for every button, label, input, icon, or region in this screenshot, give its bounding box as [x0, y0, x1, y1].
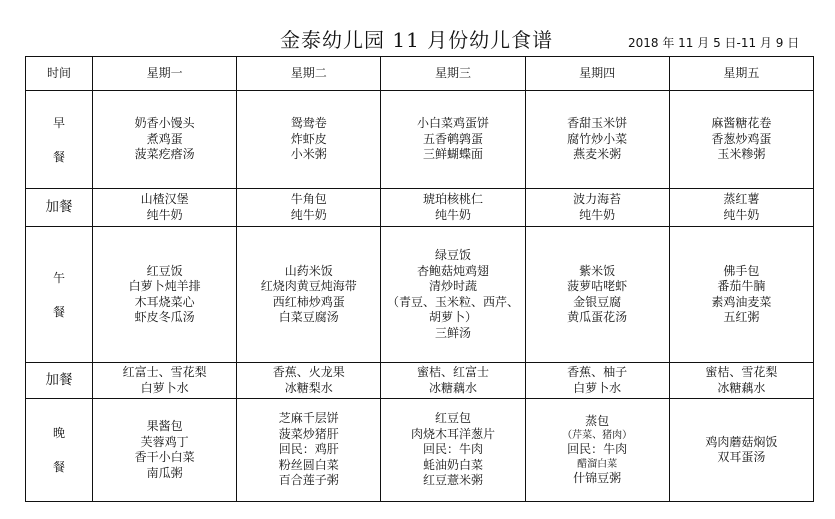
- day-header-tuesday: 星期二: [237, 57, 381, 91]
- breakfast-label: [26, 91, 93, 189]
- lunch-label: [26, 227, 93, 363]
- dish-line: 回民：鸡肝: [278, 442, 339, 457]
- dish-line: 回民：牛肉: [422, 442, 483, 457]
- dish-line: 白菜豆腐汤: [278, 310, 339, 324]
- weekly-menu-table: [25, 56, 814, 502]
- dinner-row: [26, 399, 814, 502]
- dish-line: 醋溜白菜: [577, 458, 618, 470]
- dish-line: 木耳烧菜心: [134, 294, 195, 309]
- day-header-thursday: 星期四: [525, 57, 669, 91]
- breakfast-cell-thursday: [525, 91, 669, 189]
- lunch-label-char-2: 餐: [52, 304, 65, 319]
- dish-line: 黄瓜蛋花汤: [567, 310, 628, 324]
- dish-line: 红豆薏米粥: [422, 473, 483, 488]
- dish-line: 五红粥: [723, 310, 760, 324]
- dish-line: 纯牛奶: [146, 207, 183, 222]
- dish-line: 素鸡油麦菜: [711, 294, 772, 309]
- dish-line: 南瓜粥: [146, 465, 183, 480]
- dish-line: 山药米饭: [284, 263, 333, 278]
- table-header-row: [26, 57, 814, 91]
- dish-line: 什锦豆粥: [573, 470, 622, 485]
- morning-snack-cell-friday: [669, 189, 813, 227]
- afternoon-snack-cell-monday: [93, 363, 237, 399]
- afternoon-snack-cell-thursday: [525, 363, 669, 399]
- breakfast-label-char-2: 餐: [52, 149, 65, 164]
- dish-line: 燕麦米粥: [573, 147, 622, 162]
- afternoon-snack-label: 加餐: [26, 363, 93, 399]
- breakfast-cell-wednesday: [381, 91, 525, 189]
- dish-line: 蚝油奶白菜: [422, 457, 483, 472]
- dish-line: 纯牛奶: [434, 207, 471, 222]
- dinner-cell-thursday: [525, 399, 669, 502]
- lunch-cell-friday: [669, 227, 813, 363]
- dish-line: 菠菜疙瘩汤: [134, 147, 195, 162]
- dish-line: 金银豆腐: [573, 294, 622, 309]
- lunch-cell-tuesday: [237, 227, 381, 363]
- dish-line: 纯牛奶: [579, 207, 616, 222]
- dish-line: 腐竹炒小菜: [567, 131, 628, 146]
- lunch-cell-wednesday: [381, 227, 525, 363]
- dish-line: 绿豆饭: [434, 248, 471, 262]
- dish-line: 白萝卜炖羊排: [128, 279, 201, 293]
- dish-line: 牛角包: [290, 192, 327, 206]
- dish-line: （芹菜、猪肉）: [562, 430, 633, 442]
- dish-line: 冰糖藕水: [717, 380, 766, 395]
- dish-line: 琥珀核桃仁: [422, 192, 483, 206]
- dish-line: 香甜玉米饼: [567, 116, 628, 131]
- dish-line: 蒸红薯: [723, 192, 760, 206]
- dish-line: 纯牛奶: [723, 207, 760, 222]
- lunch-cell-monday: [93, 227, 237, 363]
- lunch-cell-thursday: [525, 227, 669, 363]
- afternoon-snack-row: [26, 363, 814, 399]
- dish-line: 香蕉、柚子: [567, 365, 628, 379]
- dish-line: 佛手包: [723, 263, 760, 278]
- afternoon-snack-cell-wednesday: [381, 363, 525, 399]
- dish-line: 紫米饭: [579, 263, 616, 278]
- dish-line: 蒸包: [585, 413, 610, 428]
- dish-line: 红烧肉黄豆炖海带: [260, 279, 357, 293]
- dish-line: 西红柿炒鸡蛋: [272, 294, 345, 309]
- morning-snack-cell-tuesday: [237, 189, 381, 227]
- breakfast-cell-friday: [669, 91, 813, 189]
- dish-line: 蜜桔、雪花梨: [705, 365, 778, 379]
- dish-line: 纯牛奶: [290, 207, 327, 222]
- dish-line: 白萝卜水: [140, 380, 189, 395]
- dish-line: 芝麻千层饼: [278, 411, 339, 426]
- dish-line: （青豆、玉米粒、西芹、: [386, 294, 519, 309]
- dish-line: 杏鲍菇炖鸡翅: [416, 263, 489, 278]
- day-header-wednesday: 星期三: [381, 57, 525, 91]
- dish-line: 双耳蛋汤: [717, 450, 766, 464]
- day-header-monday: 星期一: [93, 57, 237, 91]
- lunch-row: [26, 227, 814, 363]
- time-header: 时间: [26, 57, 93, 91]
- dish-line: 肉烧木耳洋葱片: [410, 426, 495, 441]
- dish-line: 奶香小馒头: [134, 116, 195, 131]
- dish-line: 清炒时蔬: [428, 279, 477, 293]
- dish-line: 百合莲子粥: [278, 473, 339, 488]
- dish-line: 五香鹌鹑蛋: [422, 131, 483, 146]
- dish-line: 蜜桔、红富士: [416, 365, 489, 379]
- dish-line: 三鲜蝴蝶面: [422, 147, 483, 162]
- dish-line: 麻酱糖花卷: [711, 116, 772, 131]
- dish-line: 鸡肉蘑菇焖饭: [705, 434, 778, 449]
- dish-line: 回民：牛肉: [567, 442, 628, 457]
- dish-line: 山楂汉堡: [140, 192, 189, 206]
- dish-line: 香蕉、火龙果: [272, 365, 345, 379]
- dinner-label-char-2: 餐: [52, 460, 65, 474]
- breakfast-row: [26, 91, 814, 189]
- dish-line: 鸳鸯卷: [290, 116, 327, 131]
- dish-line: 芙蓉鸡丁: [140, 434, 189, 449]
- dinner-cell-friday: [669, 399, 813, 502]
- dinner-cell-wednesday: [381, 399, 525, 502]
- day-header-friday: 星期五: [669, 57, 813, 91]
- dish-line: 三鲜汤: [434, 325, 471, 340]
- dish-line: 胡萝卜）: [428, 310, 477, 324]
- date-range: 2018 年 11 月 5 日-11 月 9 日: [628, 36, 800, 50]
- dish-line: 香干小白菜: [134, 450, 195, 464]
- dish-line: 红豆饭: [146, 263, 183, 278]
- dish-line: 红豆包: [434, 411, 471, 426]
- dish-line: 粉丝圆白菜: [278, 457, 339, 472]
- dish-line: 炸虾皮: [290, 131, 327, 146]
- breakfast-cell-tuesday: [237, 91, 381, 189]
- dinner-label-char-1: 晚: [52, 426, 65, 440]
- breakfast-label-char-1: 早: [52, 115, 65, 130]
- dish-line: 红富士、雪花梨: [122, 365, 207, 379]
- dish-line: 香葱炒鸡蛋: [711, 131, 772, 146]
- dish-line: 玉米糁粥: [717, 147, 766, 162]
- dish-line: 虾皮冬瓜汤: [134, 310, 195, 324]
- morning-snack-cell-monday: [93, 189, 237, 227]
- breakfast-cell-monday: [93, 91, 237, 189]
- dish-line: 小白菜鸡蛋饼: [416, 116, 489, 131]
- dish-line: 白萝卜水: [573, 380, 622, 395]
- dinner-cell-monday: [93, 399, 237, 502]
- afternoon-snack-cell-friday: [669, 363, 813, 399]
- dish-line: 冰糖梨水: [284, 380, 333, 395]
- morning-snack-row: [26, 189, 814, 227]
- dish-line: 菠菜炒猪肝: [278, 426, 339, 441]
- dish-line: 小米粥: [290, 147, 327, 162]
- morning-snack-label: 加餐: [26, 189, 93, 227]
- dish-line: 菠萝咕咾虾: [567, 279, 628, 293]
- dinner-label: [26, 399, 93, 502]
- dish-line: 冰糖藕水: [428, 380, 477, 395]
- dish-line: 番茄牛腩: [717, 279, 766, 293]
- dish-line: 煮鸡蛋: [146, 131, 183, 146]
- lunch-label-char-1: 午: [52, 270, 65, 285]
- dinner-cell-tuesday: [237, 399, 381, 502]
- afternoon-snack-cell-tuesday: [237, 363, 381, 399]
- dish-line: 果酱包: [146, 419, 183, 433]
- dish-line: 波力海苔: [573, 192, 622, 206]
- page-title: 金泰幼儿园 11 月份幼儿食谱: [280, 28, 554, 52]
- morning-snack-cell-thursday: [525, 189, 669, 227]
- morning-snack-cell-wednesday: [381, 189, 525, 227]
